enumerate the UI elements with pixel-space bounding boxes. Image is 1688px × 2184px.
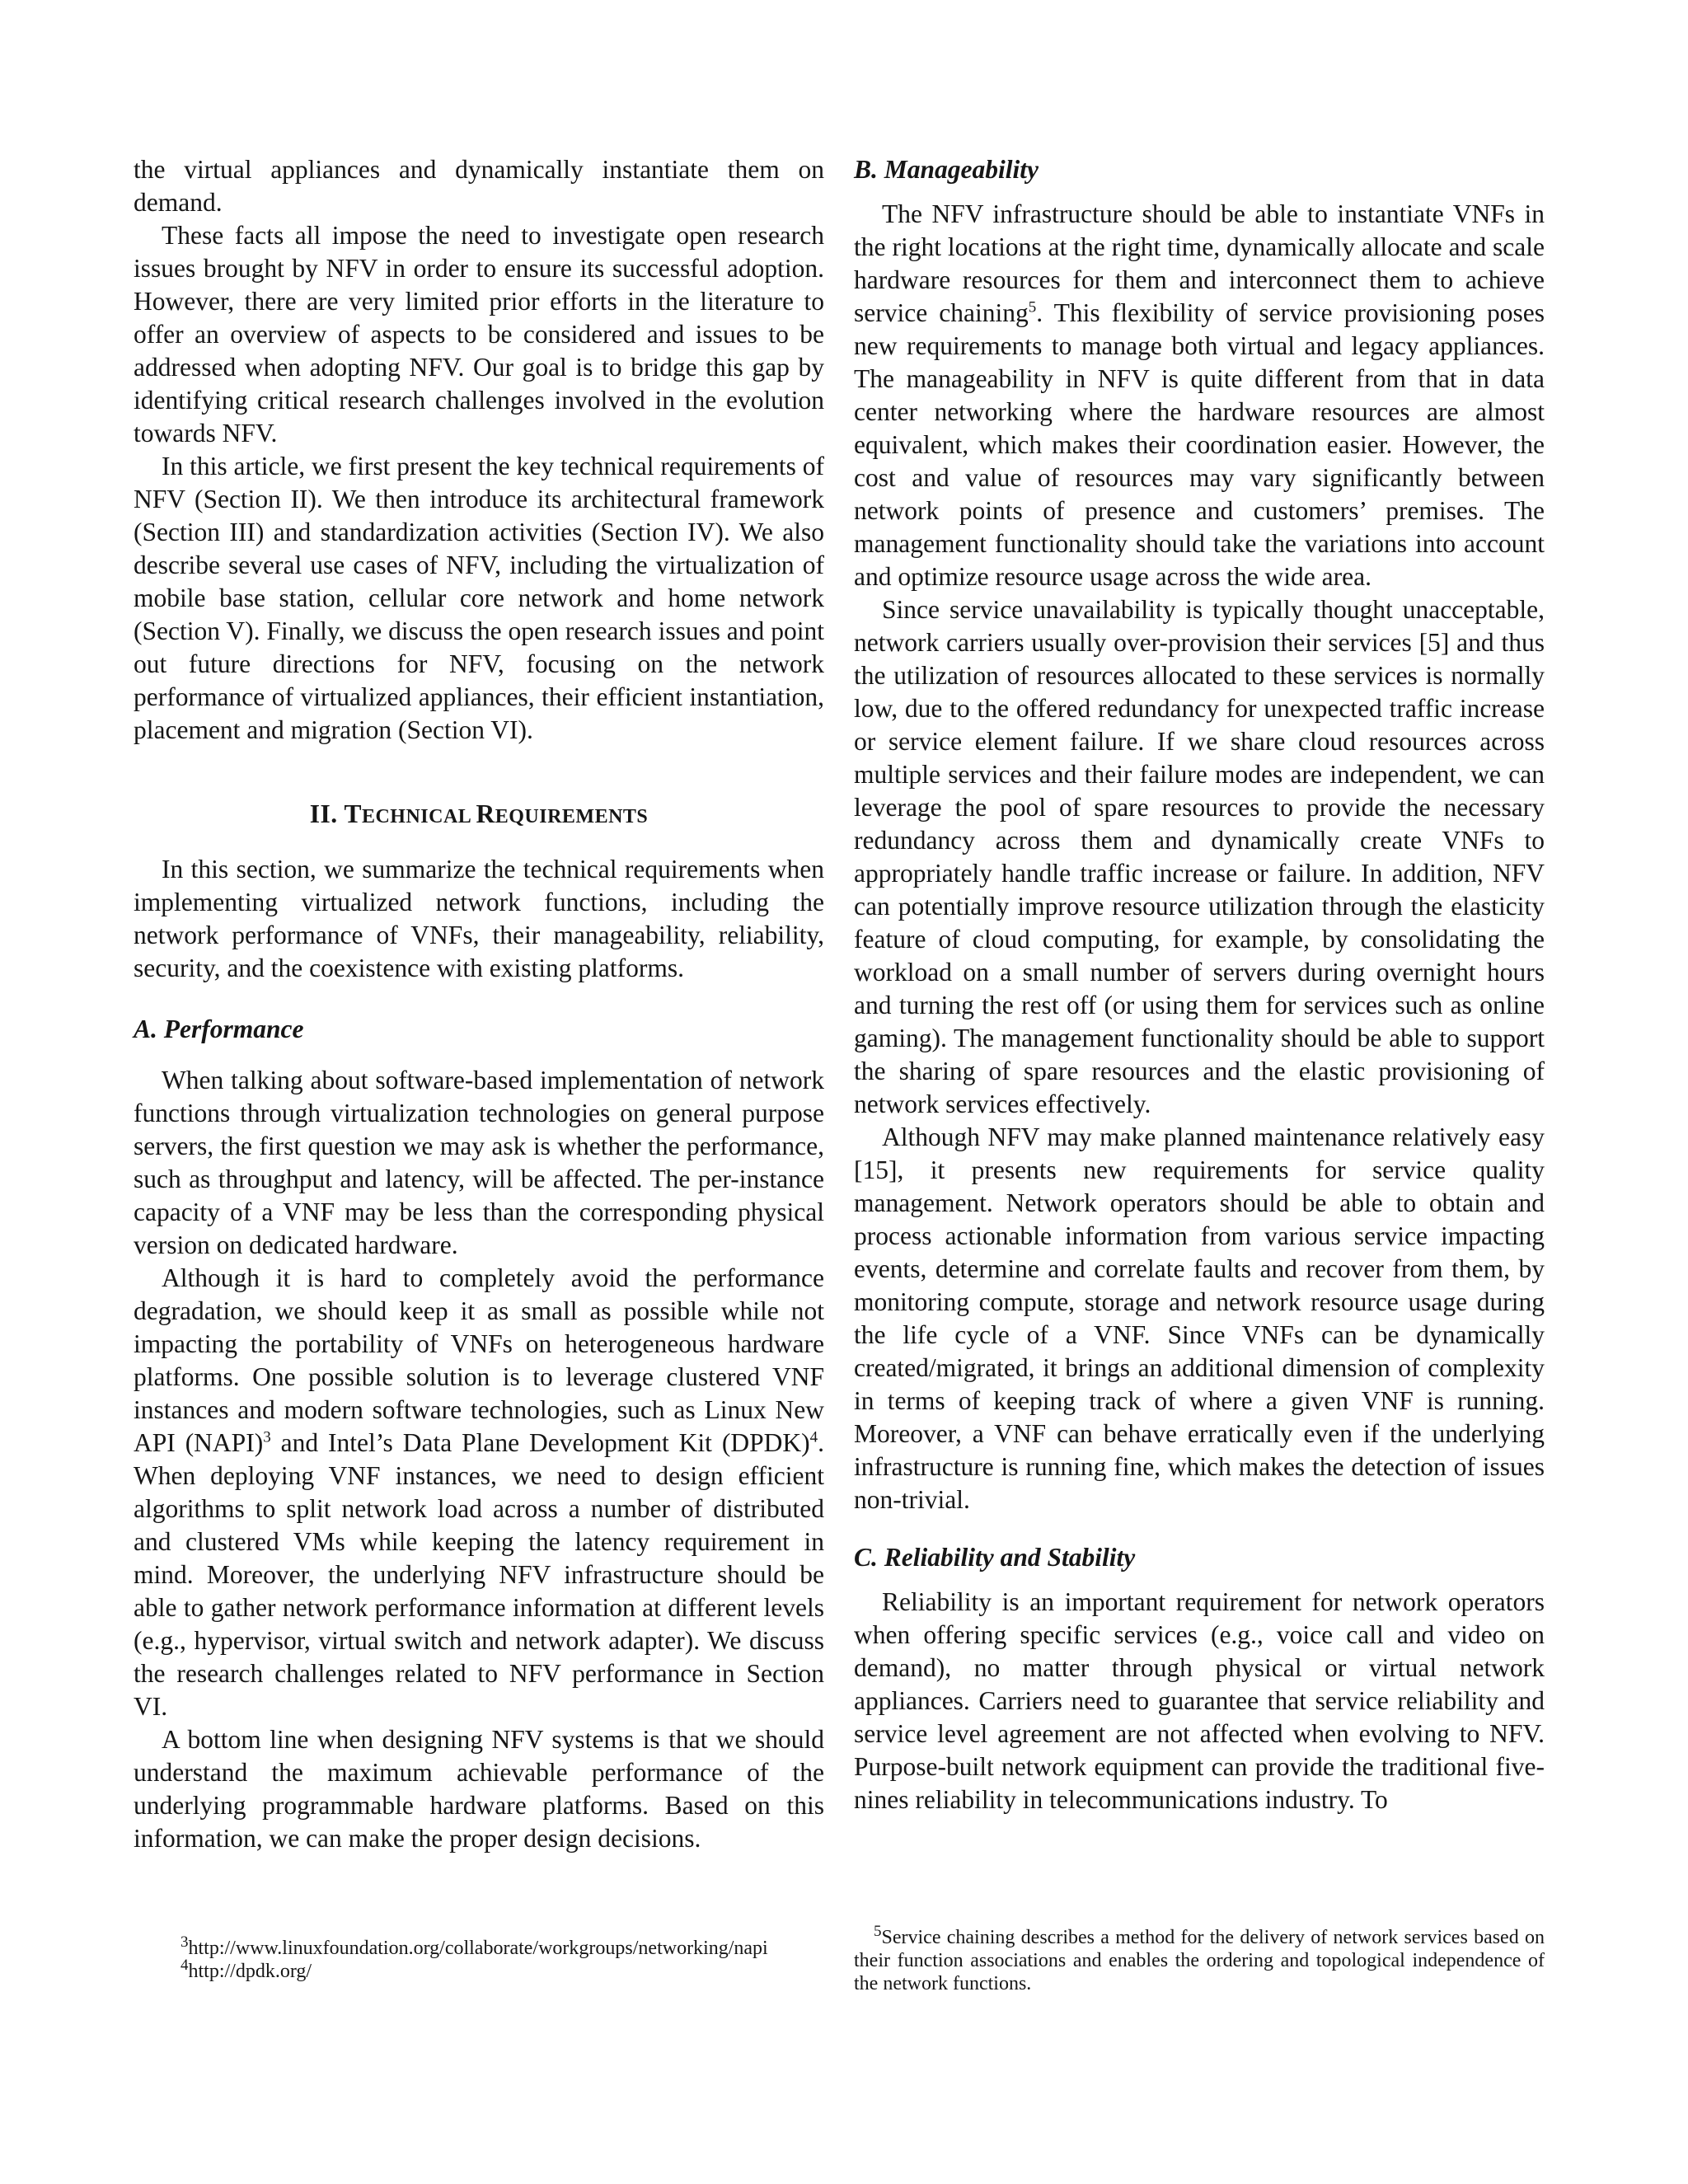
paragraph-research-issues: These facts all impose the need to investigate open research issues brought by NFV in order to ensure its successful adoption. However, there are very limited prior efforts in the literature to offer an overview of aspects to be considered and issues to be addressed when adopting NFV. Our goal is to bridge this gap by identifying critical research challenges involved in the evolution towards NFV.	[134, 221, 824, 448]
subsection-title-reliability: C. Reliability and Stability	[854, 1543, 1136, 1572]
paragraph-performance-1: When talking about software-based implementation of network functions through virtualization technologies on general purpose servers, the first question we may ask is whether the performance, such as throughput and latency, will be affected. The per-instance capacity of a VNF may be less than the corresponding physical version on dedicated hardware.	[134, 1066, 824, 1259]
footnote-ref-5: 5	[1028, 298, 1037, 316]
paragraph-reliability-1: Reliability is an important requirement for network operators when offering specific services (e.g., voice call and video on demand), no matter through physical or virtual network appliances. Carriers need to guarantee that service reliability and service level agreement are not affected when evolving to NFV. Purpose-built network equipment can provide the traditional five-nines reliability in telecommunications industry. To	[854, 1587, 1545, 1814]
footnotes-right	[854, 1923, 1545, 1995]
paragraph-section-intro: In this section, we summarize the technical requirements when implementing virtualized network functions, including the network performance of VNFs, their manageability, reliability, security, and the coexistence with existing platforms.	[134, 855, 824, 982]
paragraph-performance-3: A bottom line when designing NFV systems is that we should understand the maximum achievable performance of the underlying programmable hardware platforms. Based on this information, we can make the proper design decisions.	[134, 1725, 824, 1853]
footnote-3: $^3$http://www.linuxfoundation.org/collaborate/workgroups/networking/napi	[181, 1933, 768, 1959]
footnote-ref-4: 4	[809, 1428, 818, 1446]
footnotes-left	[152, 1933, 837, 1983]
paragraph-manageability-1: The NFV infrastructure should be able to instantiate VNFs in the right locations at the right time, dynamically allocate and scale hardware resources for them and interconnect them to achieve service chaining$^5$. This flexibility of service provisioning poses new requirements to manage both virtual and legacy appliances. The manageability in NFV is quite different from that in data center networking where the hardware resources are almost equivalent, which makes their coordination easier. However, the cost and value of resources may vary significantly between network points of presence and customers’ premises. The management functionality should take the variations into account and optimize resource usage across the wide area.	[854, 199, 1545, 591]
paragraph-article-outline: In this article, we first present the key technical requirements of NFV (Section II). We then introduce its architectural framework (Section III) and standardization activities (Section IV). We also describe several use cases of NFV, including the virtualization of mobile base station, cellular core network and home network (Section V). Finally, we discuss the open research issues and point out future directions for NFV, focusing on the network performance of virtualized appliances, their efficient instantiation, placement and migration (Section VI).	[134, 452, 824, 744]
footnote-4: $^4$http://dpdk.org/	[181, 1957, 312, 1982]
footnote-ref-3: 3	[263, 1428, 271, 1446]
paragraph-manageability-3: Although NFV may make planned maintenance relatively easy [15], it presents new requirements for service quality management. Network operators should be able to obtain and process actionable information from various service impacting events, determine and correlate faults and recover from them, by monitoring compute, storage and network resource usage during the life cycle of a VNF. Since VNFs can be dynamically created/migrated, it brings an additional dimension of complexity in terms of keeping track of where a given VNF is running. Moreover, a VNF can behave erratically even if the underlying infrastructure is running fine, which makes the detection of issues non-trivial.	[854, 1122, 1545, 1514]
left-column	[134, 153, 824, 1855]
right-column	[854, 153, 1545, 1816]
paragraph-continuation: the virtual appliances and dynamically instantiate them on demand.	[134, 155, 824, 217]
paragraph-performance-2: Although it is hard to completely avoid the performance degradation, we should keep it as small as possible while not impacting the portability of VNFs on heterogeneous hardware platforms. One possible solution is to leverage clustered VNF instances and modern software technologies, such as Linux New API (NAPI)$^3$ and Intel’s Data Plane Development Kit (DPDK)$^4$. When deploying VNF instances, we need to design efficient algorithms to split network load across a number of distributed and clustered VMs while keeping the latency requirement in mind. Moreover, the underlying NFV infrastructure should be able to gather network performance information at different levels (e.g., hypervisor, virtual switch and network adapter). We discuss the research challenges related to NFV performance in Section VI.	[134, 1263, 824, 1721]
paragraph-manageability-2: Since service unavailability is typically thought unacceptable, network carriers usually over-provision their services [5] and thus the utilization of resources allocated to these services is normally low, due to the offered redundancy for unexpected traffic increase or service element failure. If we share cloud resources across multiple services and their failure modes are independent, we can leverage the pool of spare resources to provide the necessary redundancy across them and dynamically create VNFs to appropriately handle traffic increase or failure. In addition, NFV can potentially improve resource utilization through the elasticity feature of cloud computing, for example, by consolidating the workload on a small number of servers during overnight hours and turning the rest off (or using them for services such as online gaming). The management functionality should be able to support the sharing of spare resources and the elastic provisioning of network services effectively.	[854, 595, 1545, 1118]
subsection-title-performance: A. Performance	[134, 1015, 304, 1043]
subsection-title-manageability: B. Manageability	[854, 155, 1039, 184]
section-title-technical-requirements: II. TECHNICAL REQUIREMENTS	[309, 799, 649, 828]
footnote-5: $^5$Service chaining describes a method for the delivery of network services based on their function associations and enables the ordering and topological independence of the network functions.	[854, 1923, 1545, 1994]
